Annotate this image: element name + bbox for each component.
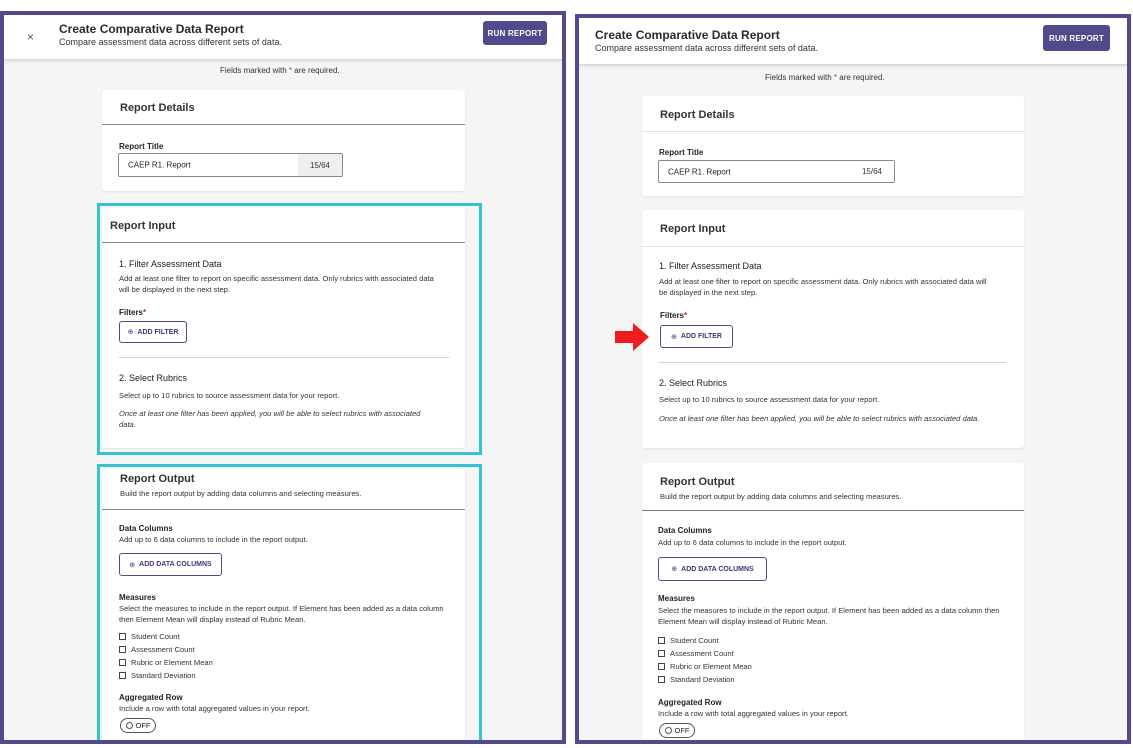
card-title: Report Details	[120, 102, 195, 114]
report-title-value: CAEP R1. Report	[668, 167, 731, 176]
rubrics-description: Select up to 10 rubrics to source assessment data for your report.	[119, 391, 340, 400]
measure-standard-deviation[interactable]: Standard Deviation	[658, 675, 735, 684]
filter-description: Add at least one filter to report on specific assessment data. Only rubrics with associated data will be displayed in the next step.	[119, 274, 434, 294]
report-title-value: CAEP R1. Report	[128, 160, 191, 170]
add-data-columns-button[interactable]: ⊕ ADD DATA COLUMNS	[119, 553, 222, 576]
modal-header	[579, 18, 1127, 65]
checkbox[interactable]	[658, 637, 665, 644]
card-title: Report Output	[660, 476, 735, 488]
aggregated-row-label: Aggregated Row	[658, 698, 722, 707]
report-input-card	[642, 210, 1024, 448]
measure-rubric-mean[interactable]: Rubric or Element Mean	[119, 658, 213, 667]
add-data-columns-button[interactable]: ⊕ ADD DATA COLUMNS	[658, 557, 767, 581]
measure-student-count[interactable]: Student Count	[658, 636, 719, 645]
checkbox[interactable]	[658, 676, 665, 683]
char-counter: 15/64	[298, 154, 342, 176]
data-columns-description: Add up to 6 data columns to include in the report output.	[658, 538, 847, 547]
run-report-button[interactable]: RUN REPORT	[483, 21, 547, 45]
rubrics-description: Select up to 10 rubrics to source assessment data for your report.	[659, 395, 880, 404]
measure-student-count[interactable]: Student Count	[119, 632, 180, 641]
section-divider	[659, 362, 1006, 363]
card-header	[642, 463, 1024, 511]
plus-circle-icon: ⊕	[129, 561, 136, 569]
measure-assessment-count[interactable]: Assessment Count	[658, 649, 734, 658]
plus-circle-icon: ⊕	[127, 329, 134, 336]
card-title: Report Output	[120, 473, 195, 485]
plus-circle-icon: ⊕	[671, 333, 677, 341]
filter-section-heading: 1. Filter Assessment Data	[119, 259, 222, 269]
highlight-report-output	[97, 464, 482, 744]
filters-label: Filters*	[119, 308, 147, 317]
run-report-button[interactable]: RUN REPORT	[1043, 25, 1110, 51]
card-title: Report Details	[660, 109, 735, 121]
aggregated-row-description: Include a row with total aggregated values in your report.	[658, 709, 849, 718]
output-description: Build the report output by adding data columns and selecting measures.	[660, 492, 902, 501]
filter-section-heading: 1. Filter Assessment Data	[659, 261, 762, 271]
data-columns-description: Add up to 6 data columns to include in the report output.	[119, 535, 308, 544]
report-title-input[interactable]	[118, 153, 343, 177]
rubrics-section-heading: 2. Select Rubrics	[119, 373, 188, 383]
card-header	[642, 210, 1024, 247]
aggregated-row-label: Aggregated Row	[119, 693, 183, 702]
filters-label: Filters*	[660, 311, 688, 320]
rubrics-section-heading: 2. Select Rubrics	[659, 378, 728, 388]
char-counter: 15/64	[850, 161, 894, 182]
page-subtitle: Compare assessment data across different sets of data.	[595, 43, 818, 53]
measures-description: Select the measures to include in the report output. If Element has been added as a data column then Element Mean will display instead of Rubric Mean.	[119, 604, 444, 624]
measures-label: Measures	[658, 594, 695, 603]
page-title: Create Comparative Data Report	[595, 28, 780, 42]
report-title-label: Report Title	[659, 148, 704, 157]
arrow-shape	[615, 323, 649, 351]
report-output-card	[642, 463, 1024, 744]
report-details-card	[102, 90, 465, 191]
measure-rubric-mean[interactable]: Rubric or Element Mean	[658, 662, 752, 671]
required-note: Fields marked with * are required.	[220, 66, 340, 75]
card-header	[642, 96, 1024, 132]
report-title-label: Report Title	[119, 142, 164, 151]
page-subtitle: Compare assessment data across different sets of data.	[59, 37, 282, 47]
checkbox[interactable]	[658, 650, 665, 657]
data-columns-label: Data Columns	[119, 524, 173, 533]
modal-header	[4, 15, 562, 60]
required-note: Fields marked with * are required.	[765, 73, 885, 82]
close-icon[interactable]: ×	[27, 30, 35, 44]
plus-circle-icon: ⊕	[671, 566, 678, 573]
left-screenshot-panel	[0, 11, 566, 744]
data-columns-label: Data Columns	[658, 526, 712, 535]
checkbox[interactable]	[658, 663, 665, 670]
output-description: Build the report output by adding data columns and selecting measures.	[120, 489, 362, 498]
aggregated-row-description: Include a row with total aggregated values in your report.	[119, 704, 310, 713]
measure-assessment-count[interactable]: Assessment Count	[119, 645, 195, 654]
measure-standard-deviation[interactable]: Standard Deviation	[119, 671, 196, 680]
rubrics-note: Once at least one filter has been applied, you will be able to select rubrics with associated data.	[659, 414, 980, 423]
aggregated-row-toggle[interactable]: OFF	[659, 723, 695, 738]
toggle-knob	[665, 727, 672, 734]
measures-label: Measures	[119, 593, 156, 602]
aggregated-row-toggle[interactable]: OFF	[120, 718, 156, 733]
card-header	[102, 90, 465, 125]
measures-description: Select the measures to include in the report output. If Element has been added as a data column then Element Mean will display instead of Rubric Mean.	[658, 606, 1000, 626]
page-title: Create Comparative Data Report	[59, 22, 244, 36]
report-details-card	[642, 96, 1024, 196]
report-title-input[interactable]	[658, 160, 895, 183]
add-filter-button[interactable]: ⊕ ADD FILTER	[660, 325, 733, 348]
add-filter-button[interactable]: ⊕ ADD FILTER	[119, 321, 187, 343]
rubrics-note: Once at least one filter has been applied, you will be able to select rubrics with associated data.	[119, 409, 421, 429]
filter-description: Add at least one filter to report on specific assessment data. Only rubrics with associated data will be displayed in the next step.	[659, 277, 987, 297]
card-title: Report Input	[660, 223, 726, 235]
right-arrow-icon	[615, 323, 649, 351]
right-screenshot-panel	[575, 14, 1131, 744]
card-title: Report Input	[110, 220, 176, 232]
highlight-report-input	[97, 203, 482, 455]
